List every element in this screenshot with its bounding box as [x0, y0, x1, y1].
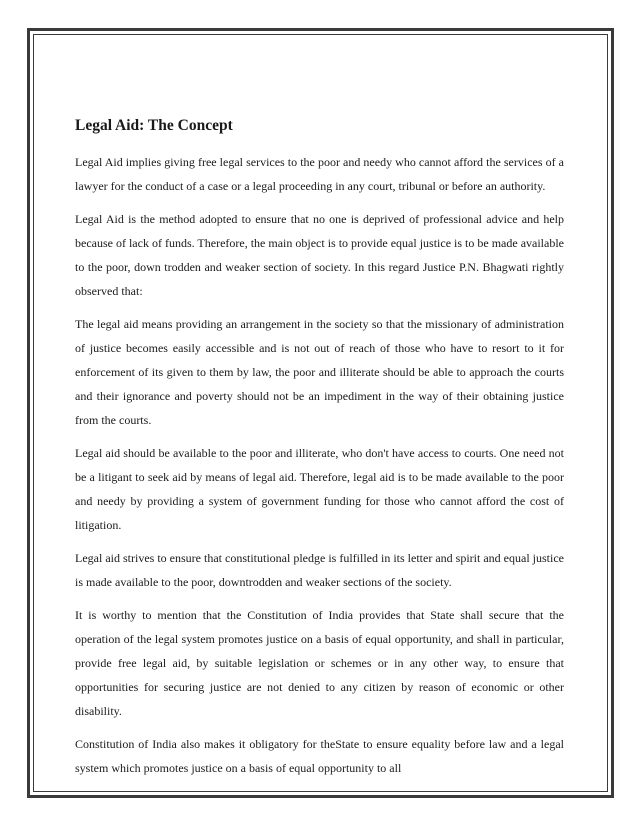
paragraph-constitutional-pledge: Legal aid strives to ensure that constitutional pledge is fulfilled in its letter and spirit and equal justice is made available to the poor, downtrodden and weaker sections of the society. [75, 551, 564, 589]
paragraph-equality: Constitution of India also makes it obligatory for theState to ensure equality before law and a legal system which promotes justice on a basis of equal opportunity to all [75, 737, 564, 775]
document-title: Legal Aid: The Concept [75, 117, 233, 134]
paragraph-constitution-provision: It is worthy to mention that the Constitution of India provides that State shall secure that the operation of the legal system promotes justice on a basis of equal opportunity, and shall in particular, provide free legal aid, by suitable legislation or schemes or in any other way, to ensure that opportunities for securing justice are not denied to any citizen by reason of economic or other disability. [75, 608, 564, 718]
paragraph-definition: Legal Aid implies giving free legal services to the poor and needy who cannot afford the services of a lawyer for the conduct of a case or a legal proceeding in any court, tribunal or before an authority. [75, 155, 564, 193]
paragraph-method: Legal Aid is the method adopted to ensure that no one is deprived of professional advice and help because of lack of funds. Therefore, the main object is to provide equal justice is to be made available to the poor, down trodden and weaker section of society. In this regard Justice P.N. Bhagwati rightly observed that: [75, 212, 564, 298]
document-body [75, 116, 564, 789]
paragraph-quote: The legal aid means providing an arrangement in the society so that the missionary of administration of justice becomes easily accessible and is not out of reach of those who have to resort to it for enforcement of its given to them by law, the poor and illiterate should be able to approach the courts and their ignorance and poverty should not be an impediment in the way of their obtaining justice from the courts. [75, 317, 564, 427]
paragraph-availability: Legal aid should be available to the poor and illiterate, who don't have access to courts. One need not be a litigant to seek aid by means of legal aid. Therefore, legal aid is to be made available to the poor and needy by providing a system of government funding for those who cannot afford the cost of litigation. [75, 446, 564, 532]
